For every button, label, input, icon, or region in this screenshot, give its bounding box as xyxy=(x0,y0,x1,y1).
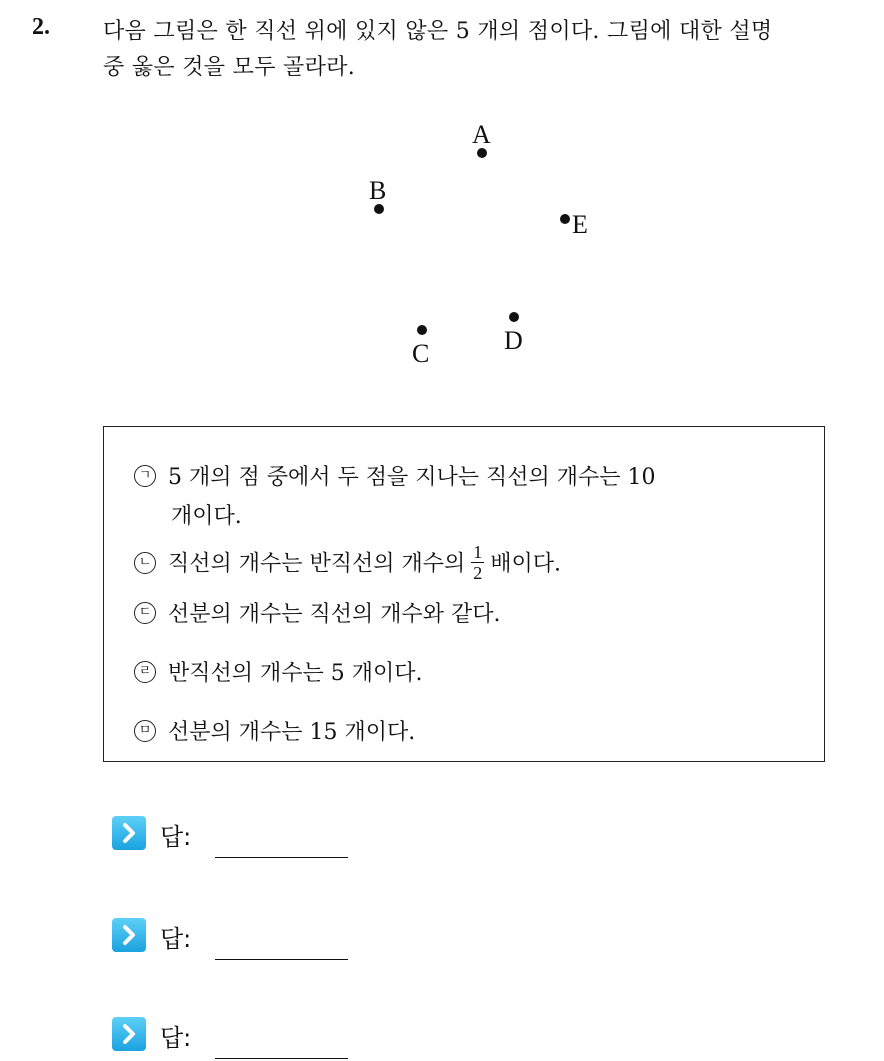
point-b-label: B xyxy=(369,176,387,205)
question-line-2: 중 옳은 것을 모두 골라라. xyxy=(103,55,355,80)
statement-4 xyxy=(134,657,423,691)
fraction-denominator: 2 xyxy=(473,563,483,583)
statement-5-marker: ㅁ xyxy=(134,720,156,742)
answer-row-2 xyxy=(112,918,372,952)
fraction-one-half xyxy=(471,542,484,583)
answer-row-1 xyxy=(112,816,372,850)
statement-2-text-after: 배이다. xyxy=(490,551,562,577)
statement-5 xyxy=(134,716,415,750)
statement-1-marker: ㄱ xyxy=(134,465,156,487)
point-e-label: E xyxy=(572,210,588,239)
point-d-dot xyxy=(509,312,519,322)
point-d-label: D xyxy=(504,326,523,355)
point-c-label: C xyxy=(412,339,430,368)
fraction-numerator: 1 xyxy=(473,542,483,562)
point-e-dot xyxy=(560,214,570,224)
answer-blank-2[interactable] xyxy=(215,959,348,960)
statement-2 xyxy=(134,544,561,585)
question-line-1: 다음 그림은 한 직선 위에 있지 않은 5 개의 점이다. 그림에 대한 설명 xyxy=(103,19,773,44)
statement-1-text: 5 개의 점 중에서 두 점을 지나는 직선의 개수는 10 xyxy=(168,465,656,490)
point-a-label: A xyxy=(472,120,491,149)
answer-label: 답: xyxy=(160,823,192,851)
point-a-dot xyxy=(477,148,487,158)
statement-2-marker: ㄴ xyxy=(134,552,156,574)
statement-5-text: 선분의 개수는 15 개이다. xyxy=(168,720,416,745)
statement-4-marker: ㄹ xyxy=(134,661,156,683)
statement-3-marker: ㄷ xyxy=(134,602,156,624)
answer-blank-1[interactable] xyxy=(215,857,348,858)
chevron-right-icon xyxy=(112,816,146,850)
statement-1-continued: 개이다. xyxy=(171,504,242,529)
statement-3 xyxy=(134,598,501,632)
points-figure xyxy=(0,0,884,400)
point-b-dot xyxy=(374,204,384,214)
answer-label: 답: xyxy=(160,1024,192,1052)
question-number: 2. xyxy=(32,14,50,40)
statement-4-text: 반직선의 개수는 5 개이다. xyxy=(168,661,423,686)
point-c-dot xyxy=(417,325,427,335)
statement-2-text-before: 직선의 개수는 반직선의 개수의 xyxy=(168,551,466,577)
chevron-right-icon xyxy=(112,918,146,952)
answer-row-3 xyxy=(112,1017,372,1051)
statement-3-text: 선분의 개수는 직선의 개수와 같다. xyxy=(168,602,501,627)
answer-label: 답: xyxy=(160,925,192,953)
chevron-right-icon xyxy=(112,1017,146,1051)
statement-1 xyxy=(134,461,655,495)
answer-blank-3[interactable] xyxy=(215,1058,348,1059)
